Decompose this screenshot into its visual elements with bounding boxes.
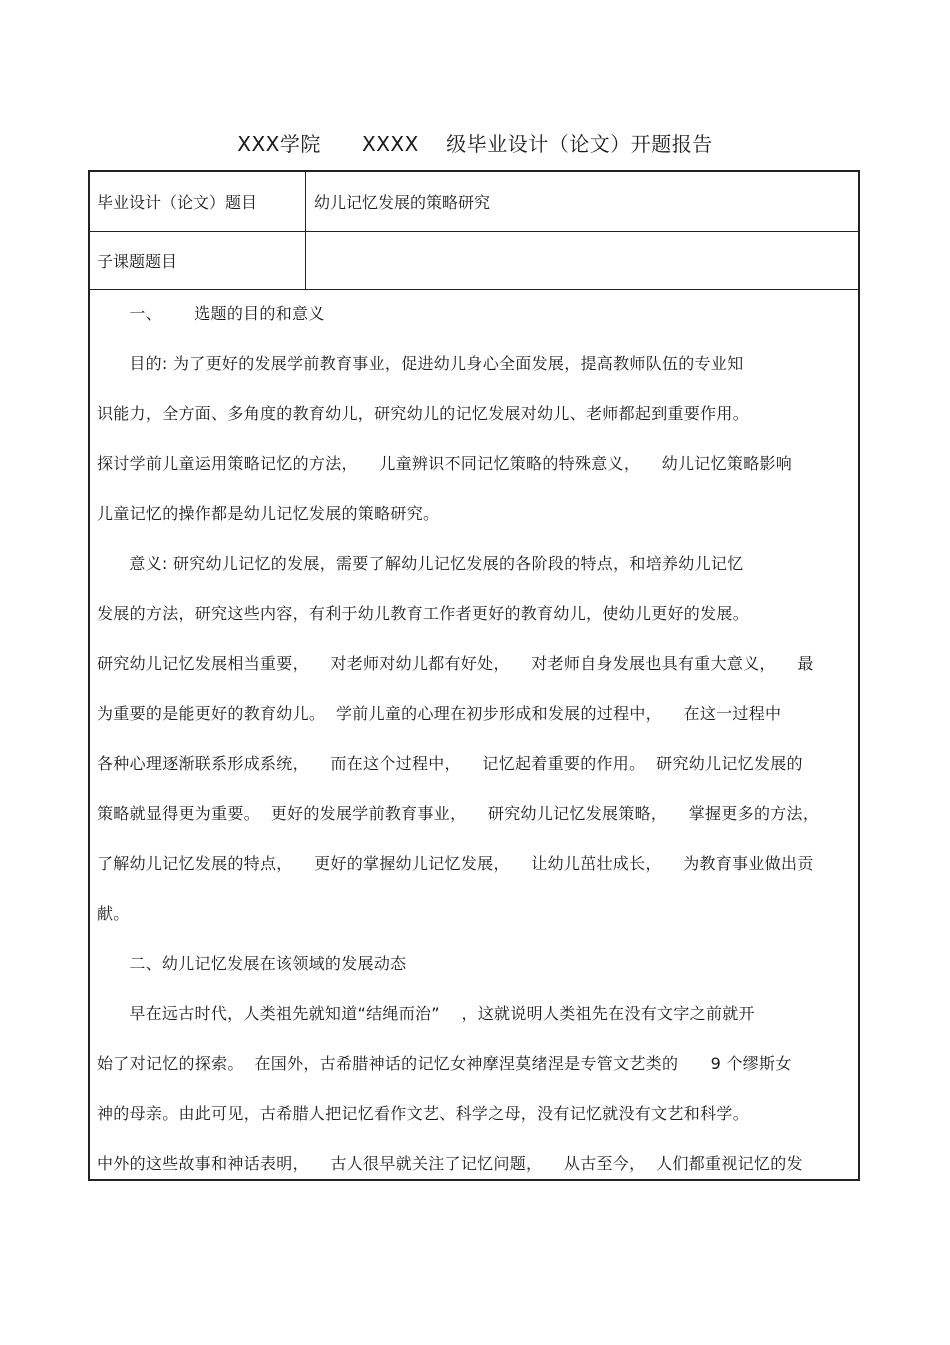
report-body	[90, 290, 858, 1181]
body-line: 发展的方法，研究这些内容，有利于幼儿教育工作者更好的教育幼儿，使幼儿更好的发展。	[97, 604, 750, 623]
body-line: 策略就显得更为重要。 更好的发展学前教育事业， 研究幼儿记忆发展策略， 掌握更多的方法，	[97, 804, 820, 823]
report-table	[88, 170, 860, 1181]
thesis-title-value: 幼儿记忆发展的策略研究	[314, 193, 491, 212]
body-line: 了解幼儿记忆发展的特点， 更好的掌握幼儿记忆发展， 让幼儿茁壮成长， 为教育事业做出贡	[97, 854, 814, 873]
body-line: 各种心理逐渐联系形成系统， 而在这个过程中， 记忆起着重要的作用。 研究幼儿记忆发展的	[97, 754, 803, 773]
body-line: 意义: 研究幼儿记忆的发展，需要了解幼儿记忆发展的各阶段的特点，和培养幼儿记忆	[97, 554, 744, 573]
report-title: XXX学院 XXXX 级毕业设计（论文）开题报告	[237, 132, 713, 156]
subtopic-label: 子课题题目	[90, 232, 306, 289]
body-line: 研究幼儿记忆发展相当重要， 对老师对幼儿都有好处， 对老师自身发展也具有重大意义， 最	[97, 654, 814, 673]
body-line: 儿童记忆的操作都是幼儿记忆发展的策略研究。	[97, 504, 440, 523]
table-row-thesis-title	[90, 172, 858, 232]
body-line: 早在远古时代，人类祖先就知道“结绳而治” ，这就说明人类祖先在没有文字之前就开	[97, 1004, 755, 1023]
body-line: 为重要的是能更好的教育幼儿。 学前儿童的心理在初步形成和发展的过程中， 在这一过程中	[97, 704, 782, 723]
section-heading-trends: 二、幼儿记忆发展在该领域的发展动态	[97, 954, 407, 973]
body-line: 神的母亲。由此可见，古希腊人把记忆看作文艺、科学之母，没有记忆就没有文艺和科学。	[97, 1104, 750, 1123]
body-line: 探讨学前儿童运用策略记忆的方法， 儿童辨识不同记忆策略的特殊意义， 幼儿记忆策略影响	[97, 454, 793, 473]
section-heading-purpose: 一、 选题的目的和意义	[97, 304, 325, 323]
subtopic-value	[306, 232, 858, 289]
table-row-subtopic	[90, 232, 858, 290]
body-line: 献。	[97, 904, 130, 923]
body-line: 中外的这些故事和神话表明， 古人很早就关注了记忆问题， 从古至今， 人们都重视记忆的发	[97, 1154, 803, 1173]
thesis-title-label: 毕业设计（论文）题目	[90, 172, 306, 231]
body-line: 识能力，全方面、多角度的教育幼儿，研究幼儿的记忆发展对幼儿、老师都起到重要作用。	[97, 404, 750, 423]
body-line: 始了对记忆的探索。 在国外，古希腊神话的记忆女神摩涅莫绪涅是专管文艺类的 9 个缪斯女	[97, 1054, 792, 1073]
body-line: 目的: 为了更好的发展学前教育事业，促进幼儿身心全面发展，提高教师队伍的专业知	[97, 354, 744, 373]
